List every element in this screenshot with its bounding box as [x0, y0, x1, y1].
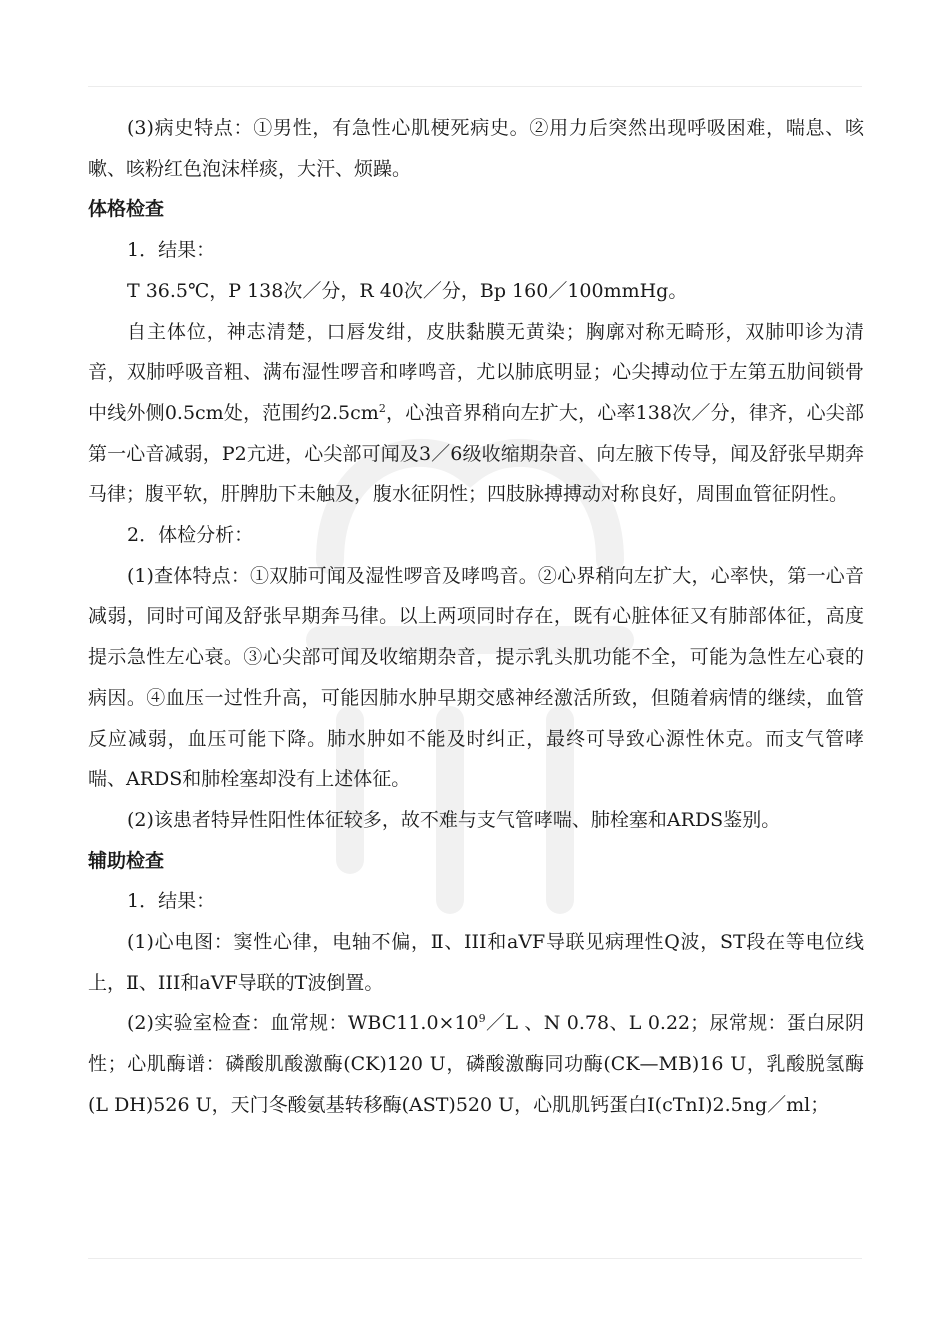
vitals-line: T 36.5℃，P 138次／分，R 40次／分，Bp 160／100mmHg。	[127, 279, 688, 302]
lab-text-1: (2)实验室检查：血常规：WBC11.0×10	[127, 1012, 479, 1035]
exam-findings-text-2: ，心浊音界稍向左扩大，心率138次／分，律齐，心尖部第一心音减弱，P2亢进，心尖部可闻及3／6级收缩期杂音、向左腋下传导，闻及舒张早期奔马律；腹平软，肝脾肋下未触及，腹水征阴性；四肢脉搏搏动对称良好，周围血管征阴性。	[88, 401, 864, 506]
section-heading-auxiliary-exam: 辅助检查	[88, 849, 165, 872]
exam-findings-text-1: 自主体位，神志清楚，口唇发绀，皮肤黏膜无黄染；胸廓对称无畸形，双肺叩诊为清音，双肺呼吸音粗、满布湿性啰音和哮鸣音，尤以肺底明显；心尖搏动位于左第五肋间锁骨中线外侧0.5cm处，范围约2.5cm	[88, 320, 864, 424]
exam-result-label: 1．结果：	[127, 239, 216, 262]
lab-text-2: ／L 、N 0.78、L 0.22；尿常规：蛋白尿阴性；心肌酶谱：磷酸肌酸激酶(CK)120 U，磷酸激酶同功酶(CK—MB)16 U，乳酸脱氢酶(L DH)526 U，天门冬酸氨基转移酶(AST)520 U，心肌肌钙蛋白I(cTnI)2.5ng／ml；	[88, 1012, 864, 1116]
lab-paragraph	[88, 1003, 864, 1125]
analysis-paragraph-1: (1)查体特点：①双肺可闻及湿性啰音及哮鸣音。②心界稍向左扩大，心率快，第一心音减弱，同时可闻及舒张早期奔马律。以上两项同时存在，既有心脏体征又有肺部体征，高度提示急性左心衰。③心尖部可闻及收缩期杂音，提示乳头肌功能不全，可能为急性左心衰的病因。④血压一过性升高，可能因肺水肿早期交感神经激活所致，但随着病情的继续，血管反应减弱，血压可能下降。肺水肿如不能及时纠正，最终可导致心源性休克。而支气管哮喘、ARDS和肺栓塞却没有上述体征。	[88, 564, 864, 791]
ecg-paragraph: (1)心电图：窦性心律，电轴不偏，Ⅱ、III和aVF导联见病理性Q波，ST段在等电位线上，Ⅱ、III和aVF导联的T波倒置。	[88, 931, 864, 994]
lab-superscript: 9	[478, 1012, 486, 1026]
exam-findings-paragraph	[88, 312, 864, 516]
exam-findings-superscript: 2	[378, 401, 386, 415]
section-heading-physical-exam: 体格检查	[88, 198, 165, 221]
aux-result-label: 1．结果：	[127, 890, 216, 913]
footer-rule	[88, 1258, 862, 1259]
header-rule	[88, 86, 862, 87]
exam-analysis-label: 2．体检分析：	[127, 524, 254, 547]
analysis-paragraph-2: (2)该患者特异性阳性体征较多，故不难与支气管哮喘、肺栓塞和ARDS鉴别。	[127, 808, 781, 831]
history-paragraph: (3)病史特点：①男性，有急性心肌梗死病史。②用力后突然出现呼吸困难，喘息、咳嗽、咳粉红色泡沫样痰，大汗、烦躁。	[88, 117, 864, 180]
document-body	[88, 108, 864, 1126]
